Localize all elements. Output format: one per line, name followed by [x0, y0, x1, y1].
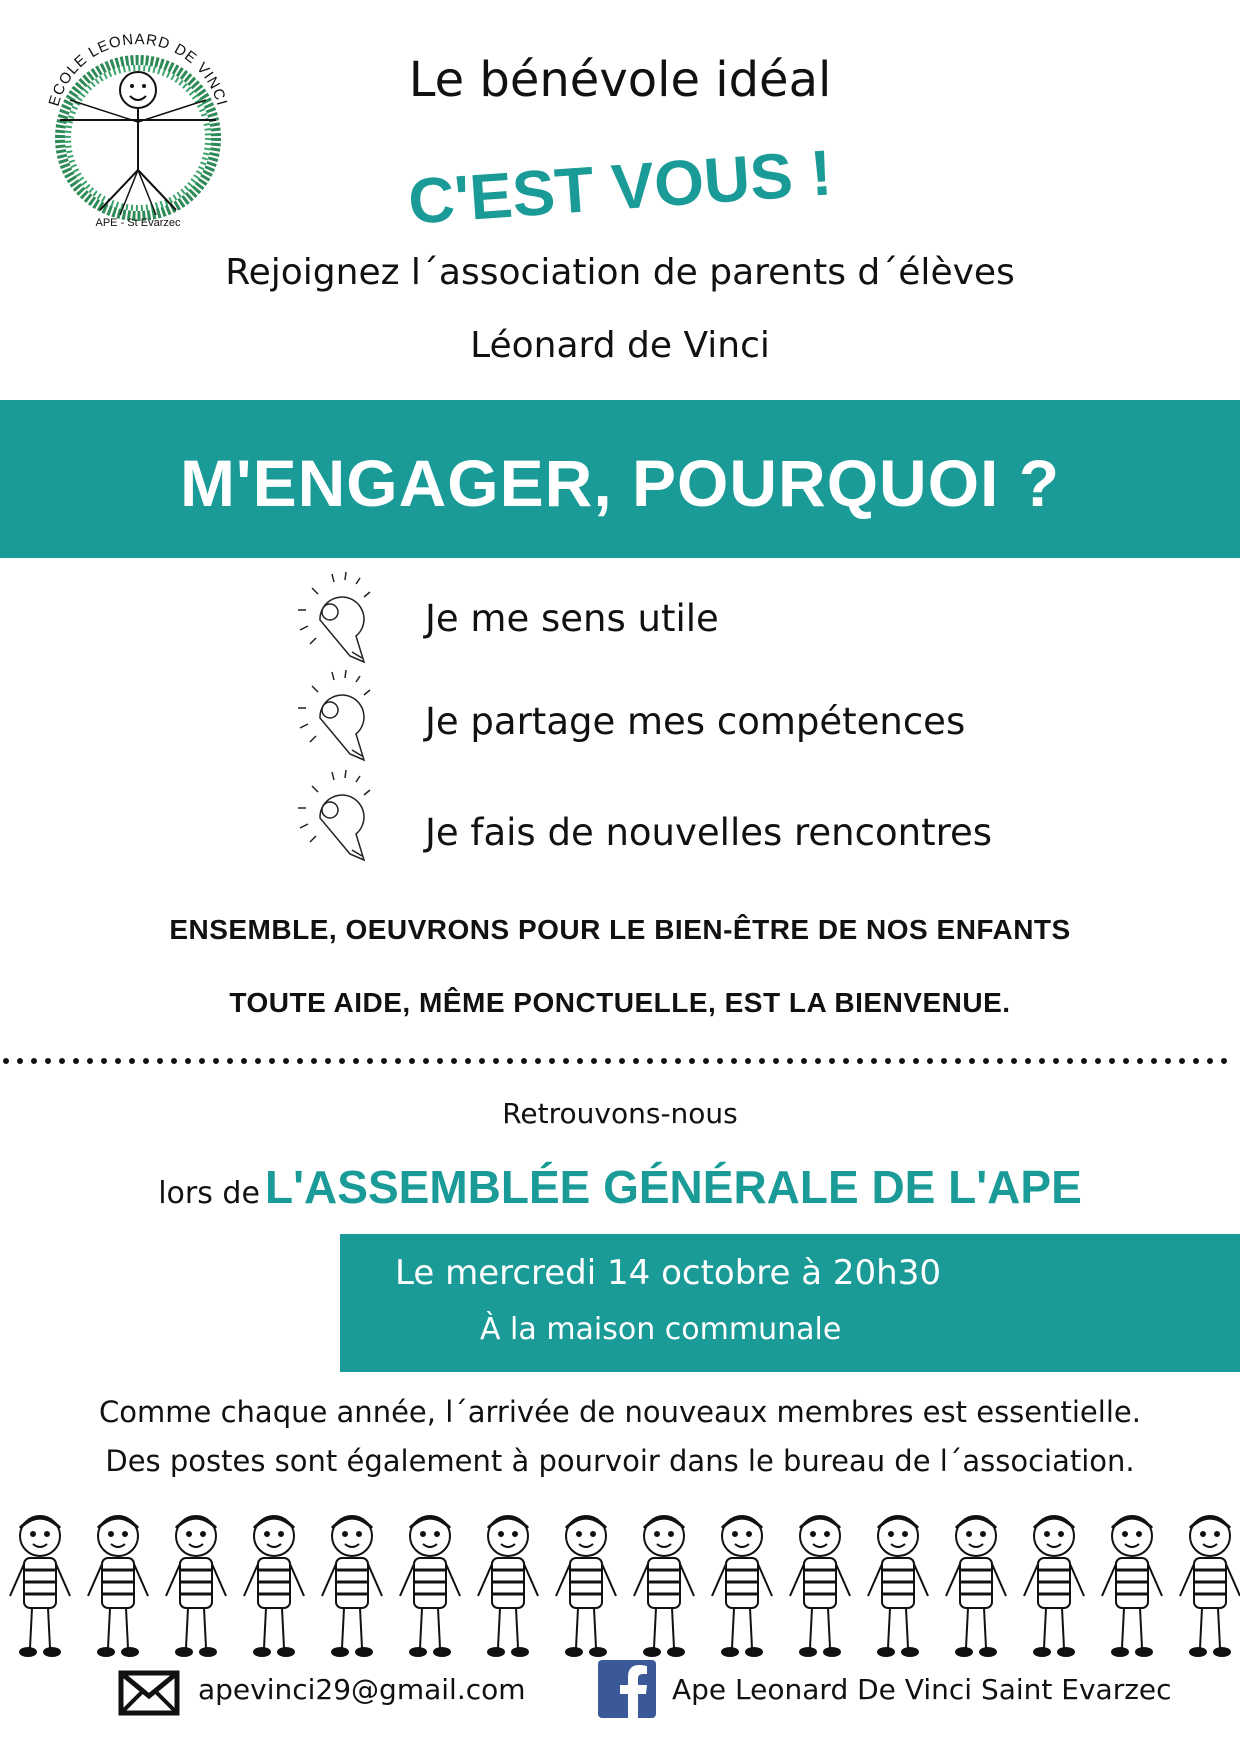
info-line-1: Comme chaque année, l´arrivée de nouveaux membres est essentielle.	[99, 1395, 1141, 1429]
reason-2	[290, 668, 390, 772]
logo-bottom-text: APE - St Evarzec	[95, 217, 181, 229]
reason-1	[290, 570, 390, 674]
headline: C'EST VOUS !	[405, 136, 835, 238]
meeting-place: À la maison communale	[480, 1312, 842, 1347]
school-name-line: Léonard de Vinci	[470, 325, 770, 366]
logo-top-text: ECOLE LEONARD DE VINCI	[45, 30, 231, 109]
meeting-date: Le mercredi 14 octobre à 20h30	[395, 1253, 941, 1293]
reason-text: Je fais de nouvelles rencontres	[425, 811, 993, 854]
meeting-title-line	[0, 1160, 1240, 1214]
meeting-title: L'ASSEMBLÉE GÉNÉRALE DE L'APE	[265, 1161, 1082, 1213]
info-line-2: Des postes sont également à pourvoir dans le bureau de l´association.	[105, 1444, 1135, 1478]
facebook-icon[interactable]	[598, 1660, 656, 1718]
why-title: M'ENGAGER, POURQUOI ?	[179, 446, 1061, 520]
dotted-separator	[0, 1055, 1240, 1067]
meeting-intro: Retrouvons-nous	[502, 1097, 738, 1130]
meeting-prefix: lors de	[158, 1176, 260, 1211]
lightbulb-pencil-icon	[290, 768, 390, 868]
email-link[interactable]: apevinci29@gmail.com	[198, 1673, 526, 1706]
lightbulb-pencil-icon	[290, 570, 390, 670]
title-line: Le bénévole idéal	[408, 52, 832, 108]
lightbulb-pencil-icon	[290, 668, 390, 768]
slogan-2: TOUTE AIDE, MÊME PONCTUELLE, EST LA BIENVENUE.	[229, 987, 1011, 1018]
slogan-1: ENSEMBLE, OEUVRONS POUR LE BIEN-ÊTRE DE NOS ENFANTS	[169, 914, 1071, 945]
reason-3	[290, 768, 390, 872]
row-of-children-illustration	[0, 1508, 1240, 1668]
school-logo	[30, 20, 245, 235]
envelope-icon	[118, 1670, 180, 1716]
join-line: Rejoignez l´association de parents d´élèves	[225, 252, 1015, 293]
facebook-page-link[interactable]: Ape Leonard De Vinci Saint Evarzec	[672, 1673, 1172, 1706]
svg-text:ECOLE LEONARD DE VINCI	[46, 31, 231, 108]
reason-text: Je me sens utile	[425, 597, 719, 640]
reason-text: Je partage mes compétences	[425, 700, 966, 743]
